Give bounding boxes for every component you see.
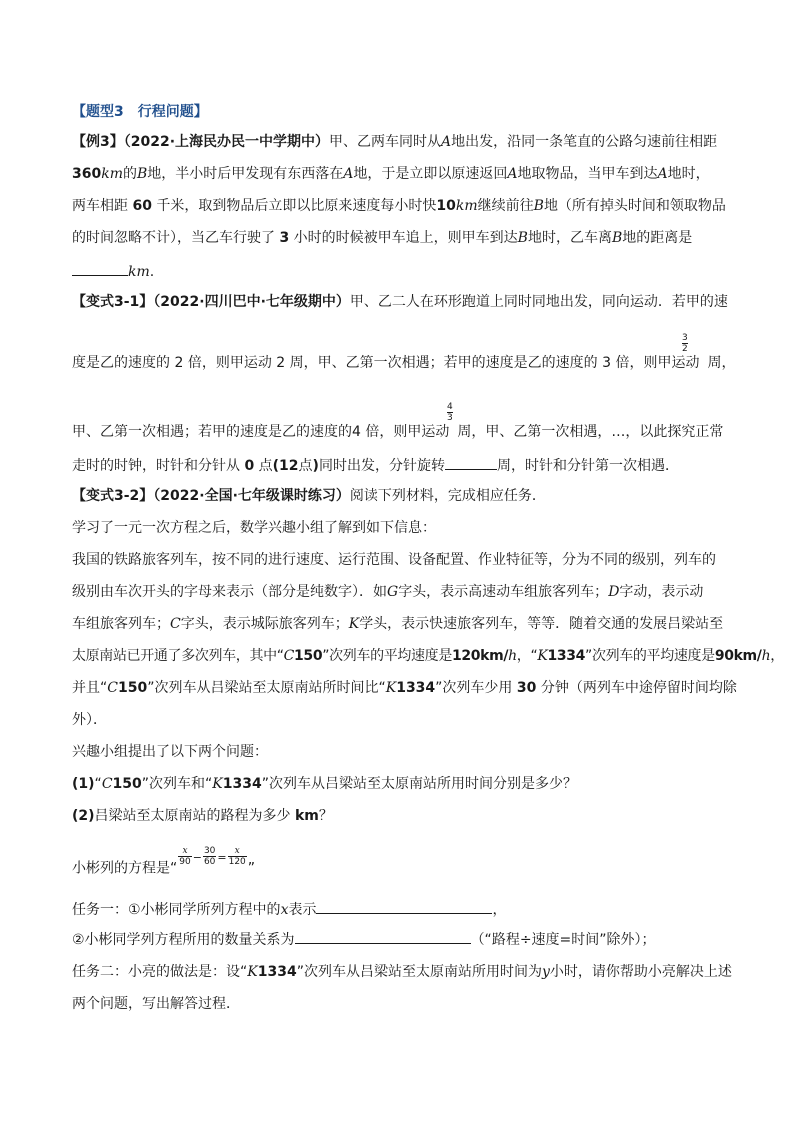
var: A — [657, 166, 668, 182]
text: 太原南站已开通了多次列车，其中“ — [72, 648, 284, 664]
answer-blank[interactable] — [445, 454, 497, 470]
text: ？ — [318, 808, 333, 824]
paragraph-2-line4 — [72, 646, 784, 666]
example-tag: 【例3】 — [72, 134, 124, 150]
numerator: 3 — [682, 333, 688, 343]
variant-source: （2022·全国·七年级课时练习） — [153, 488, 350, 504]
numerator: x — [228, 846, 247, 857]
var: A — [343, 166, 354, 182]
task-2-line2: 两个问题，写出解答过程． — [72, 996, 240, 1012]
text: ”次列车从吕梁站至太原南站所时间比“ — [147, 680, 386, 696]
unit: km — [101, 166, 123, 182]
text: ②小彬同学列方程所用的数量关系为 — [72, 932, 295, 948]
num: 150 — [112, 776, 142, 792]
var: y — [541, 964, 550, 980]
var: G — [387, 584, 399, 600]
question-2 — [72, 806, 333, 826]
text: 地，半小时后甲发现有东西落在 — [147, 166, 344, 182]
text: ”次列车的平均速度是 — [322, 648, 452, 664]
text: 地（所有掉头时间和领取物品 — [543, 198, 726, 214]
var: K — [385, 680, 397, 696]
text: 周， — [707, 355, 736, 371]
text: 任务一：①小彬同学所列方程中的 — [72, 902, 281, 918]
fraction-3-over-2 — [682, 333, 688, 354]
num: 60 — [132, 198, 152, 214]
text: ”次列车少用 — [435, 680, 513, 696]
text: 地时，乙车离 — [527, 230, 612, 246]
var: A — [507, 166, 518, 182]
text: ，“ — [516, 648, 538, 664]
paragraph-2-line3 — [72, 614, 723, 634]
text: 继续前往 — [477, 198, 534, 214]
text: 点 — [298, 458, 313, 474]
num: 0 — [244, 458, 255, 474]
var: x — [280, 902, 289, 918]
text: 吕梁站至太原南站的路程为多少 — [94, 808, 291, 824]
fraction-x-over-90 — [178, 846, 191, 867]
num: 360 — [72, 166, 102, 182]
variant31-line1 — [72, 292, 728, 312]
num: 3 — [279, 230, 290, 246]
text: 周，时针和分针第一次相遇． — [496, 458, 679, 474]
variant-tag: 【变式3-1】 — [72, 294, 154, 310]
text: 小时的时候被甲车追上，则甲车到达 — [293, 230, 518, 246]
answer-blank[interactable] — [295, 928, 471, 944]
denominator: 2 — [682, 344, 688, 354]
num: 10 — [436, 198, 456, 214]
paragraph-2-line6: 外）． — [72, 712, 107, 728]
text: ” — [247, 860, 256, 877]
num: 1334 — [222, 776, 262, 792]
text: 字头，表示城际旅客列车； — [180, 616, 349, 632]
num: 1334 — [547, 648, 586, 664]
denominator: 90 — [179, 857, 191, 867]
text: 倍，则甲运动 — [365, 424, 450, 440]
num: 1334 — [257, 964, 297, 980]
question-number: (2) — [72, 808, 95, 824]
text: 甲、乙二人在环形跑道上同时同地出发，同向运动．若甲的速 — [349, 294, 728, 310]
paragraph-1: 学习了一元一次方程之后，数学兴趣小组了解到如下信息： — [72, 520, 436, 536]
text: 阅读下列材料，完成相应任务． — [349, 488, 546, 504]
num: 90km/ — [714, 648, 762, 664]
variant31-line3 — [72, 422, 723, 442]
var: B — [611, 230, 623, 246]
section-heading: 【题型3 行程问题】 — [72, 104, 208, 120]
variant31-line4 — [72, 454, 679, 476]
example3-line5 — [72, 260, 154, 282]
denominator: 60 — [203, 857, 216, 867]
text: 表示 — [288, 902, 317, 918]
text: 倍，则甲运动 — [187, 355, 272, 371]
text: ， — [492, 902, 507, 918]
paragraph-2-line1: 我国的铁路旅客列车，按不同的进行速度、运行范围、设备配置、作业特征等，分为不同的级别，列车的 — [72, 552, 716, 568]
example-source: （2022·上海民办民一中学期中） — [123, 134, 330, 150]
text: 地出发，沿同一条笔直的公路匀速前往相距 — [451, 134, 718, 150]
text: ”次列车的平均速度是 — [585, 648, 715, 664]
text: 小彬列的方程是“ — [72, 860, 178, 877]
text: 千米，取到物品后立即以比原来速度每小时快 — [156, 198, 437, 214]
unit: km — [128, 264, 150, 280]
numerator: 30 — [203, 846, 216, 856]
text: 点 — [258, 458, 273, 474]
num: 120km/ — [451, 648, 509, 664]
num: 150 — [117, 680, 148, 696]
fraction-30-over-60 — [203, 846, 216, 867]
answer-blank[interactable] — [316, 898, 492, 914]
text: 的时间忽略不计），当乙车行驶了 — [72, 230, 275, 246]
var: B — [137, 166, 148, 182]
num: 30 — [516, 680, 537, 696]
var: C — [107, 680, 118, 696]
num: (12 — [272, 458, 299, 474]
text: 周，甲、乙第一次相遇；若甲的速度是乙的速度的 — [289, 355, 598, 371]
variant-source: （2022·四川巴中·七年级期中） — [153, 294, 350, 310]
text: 地的距离是 — [622, 230, 693, 246]
text: 甲、乙第一次相遇；若甲的速度是乙的速度的 — [72, 424, 352, 440]
text: 分钟（两列车中途停留时间均除 — [540, 680, 737, 696]
text: . — [149, 264, 155, 280]
task-1-line2 — [72, 928, 656, 950]
variant31-line2 — [72, 353, 735, 373]
task-2-line1 — [72, 962, 732, 982]
num: 1334 — [396, 680, 436, 696]
example3-line4 — [72, 228, 692, 248]
var: K — [247, 964, 258, 980]
text: 并且“ — [72, 680, 108, 696]
var: A — [441, 134, 452, 150]
answer-blank[interactable] — [72, 260, 128, 276]
example3-line2 — [72, 164, 710, 184]
text: ， — [770, 648, 784, 664]
text: 字动，表示动 — [619, 584, 704, 600]
denominator: 3 — [447, 413, 453, 423]
var: K — [348, 616, 360, 632]
text: 地时， — [667, 166, 710, 182]
paragraph-2-line2 — [72, 582, 703, 602]
text: 小时，请你帮助小亮解决上述 — [549, 964, 732, 980]
text: ”次列车从吕梁站至太原南站所用时间分别是多少？ — [261, 776, 577, 792]
paragraph-3: 兴趣小组提出了以下两个问题： — [72, 744, 268, 760]
text: 周，甲、乙第一次相遇，…，以此探究正常 — [457, 424, 724, 440]
var: K — [212, 776, 223, 792]
numerator: x — [178, 846, 191, 857]
equation-line — [72, 846, 256, 880]
example3-line3 — [72, 196, 726, 216]
text: 倍，则甲运动 — [615, 355, 700, 371]
var: h — [761, 648, 771, 664]
text: 度是乙的速度的 — [72, 355, 170, 371]
var: K — [537, 648, 548, 664]
text: 地，于是立即以原速返回 — [353, 166, 508, 182]
num: 2 — [276, 355, 286, 371]
variant32-line1 — [72, 486, 546, 506]
text: 的 — [123, 166, 137, 182]
text: 车组旅客列车； — [72, 616, 170, 632]
var: h — [508, 648, 517, 664]
var: D — [608, 584, 620, 600]
denominator: 120 — [228, 857, 246, 867]
equals-sign: = — [217, 850, 227, 864]
numerator: 4 — [447, 402, 453, 412]
num: 150 — [294, 648, 323, 664]
var: C — [101, 776, 113, 792]
var: B — [517, 230, 528, 246]
text: “ — [94, 776, 102, 792]
var: B — [533, 198, 544, 214]
var: C — [283, 648, 295, 664]
text: 甲、乙两车同时从 — [329, 134, 442, 150]
fraction-x-over-120 — [228, 846, 247, 867]
num: 3 — [602, 355, 612, 371]
text: 地取物品，当甲车到达 — [517, 166, 658, 182]
paragraph-2-line5 — [72, 678, 737, 698]
text: ”次列车和“ — [141, 776, 213, 792]
question-number: (1) — [72, 776, 95, 792]
text: 走时的时钟，时针和分针从 — [72, 458, 240, 474]
text: 字头，表示高速动车组旅客列车； — [398, 584, 609, 600]
num: 2 — [174, 355, 184, 371]
task-1-line1 — [72, 898, 506, 920]
unit: km — [295, 808, 319, 824]
var: C — [170, 616, 181, 632]
fraction-4-over-3 — [447, 402, 453, 423]
num: ) — [312, 458, 319, 474]
text: 两车相距 — [72, 198, 128, 214]
text: 同时出发，分针旋转 — [318, 458, 445, 474]
text: 学头，表示快速旅客列车，等等．随着交通的发展吕梁站至 — [359, 616, 724, 632]
variant-tag: 【变式3-2】 — [72, 488, 154, 504]
text: 任务二：小亮的做法是：设“ — [72, 964, 248, 980]
minus-sign: − — [192, 850, 202, 864]
question-1 — [72, 774, 577, 794]
text: ”次列车从吕梁站至太原南站所用时间为 — [296, 964, 542, 980]
example3-line1 — [72, 132, 717, 152]
text: 级别由车次开头的字母来表示（部分是纯数字）．如 — [72, 584, 387, 600]
text: （“路程÷速度=时间”除外）； — [470, 932, 656, 948]
num: 4 — [352, 424, 361, 440]
unit: km — [455, 198, 478, 214]
